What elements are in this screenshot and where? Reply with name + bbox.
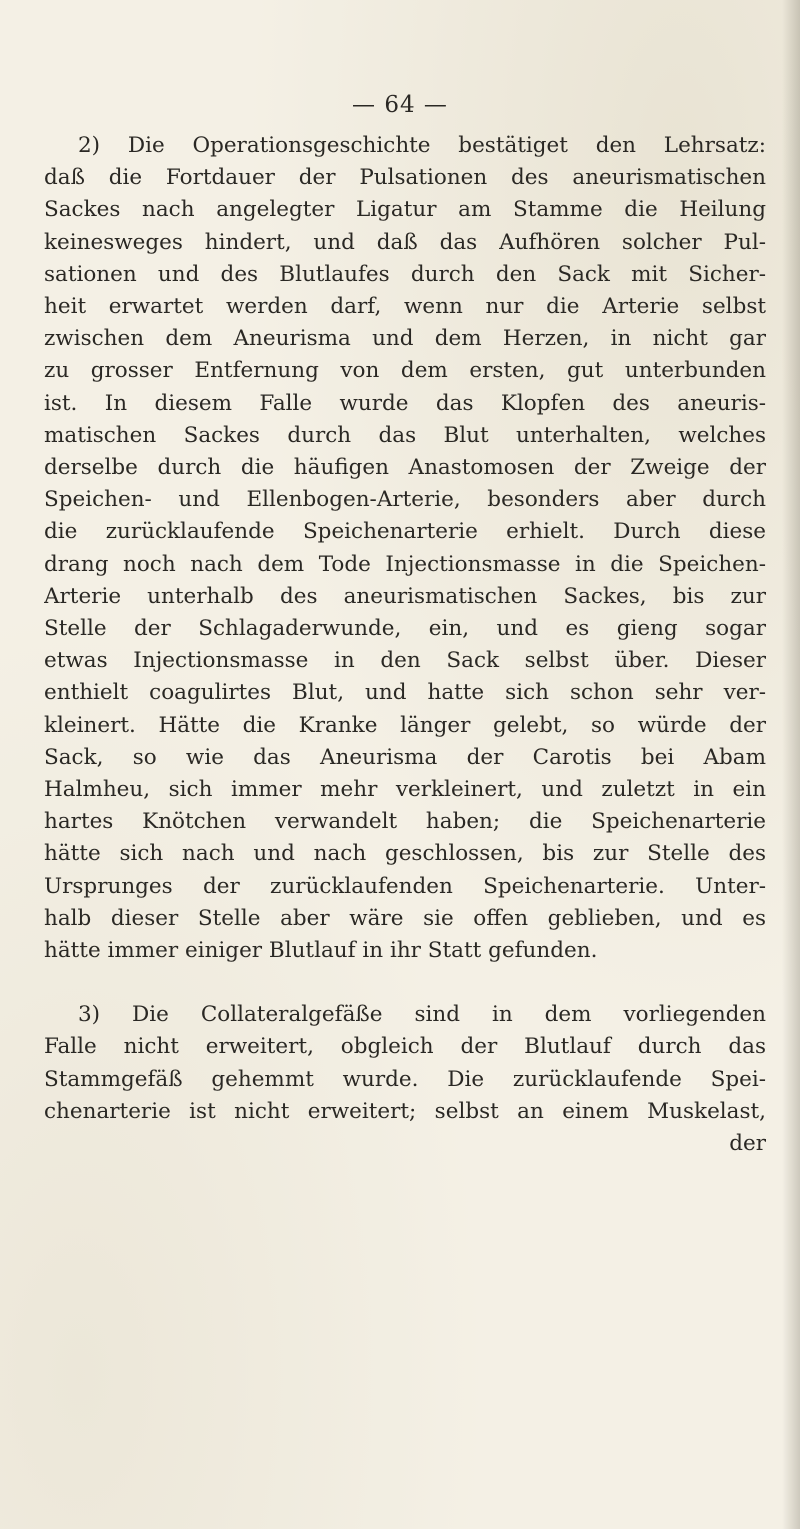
text-line: Ursprunges der zurücklaufenden Speichenarterie. Unter- — [44, 873, 766, 899]
text-line: Speichen- und Ellenbogen-Arterie, besonders aber durch — [44, 487, 766, 513]
text-line: heit erwartet werden darf, wenn nur die Arterie selbst — [44, 294, 766, 320]
paragraph-2 — [44, 130, 766, 967]
text-line: chenarterie ist nicht erweitert; selbst an einem Muskelast, — [44, 1098, 766, 1124]
text-line: Sack, so wie das Aneurisma der Carotis bei Abam — [44, 744, 766, 770]
text-line: kleinert. Hätte die Kranke länger gelebt, so würde der — [44, 712, 766, 738]
text-line: drang noch nach dem Tode Injectionsmasse in die Speichen- — [44, 551, 766, 577]
text-line: Arterie unterhalb des aneurismatischen Sackes, bis zur — [44, 583, 766, 609]
page-edge-shadow — [782, 0, 800, 1529]
text-line: hätte immer einiger Blutlauf in ihr Statt gefunden. — [44, 938, 598, 964]
text-line: halb dieser Stelle aber wäre sie offen geblieben, und es — [44, 905, 766, 931]
text-line: Stelle der Schlagaderwunde, ein, und es gieng sogar — [44, 616, 766, 642]
paragraph-spacer — [44, 967, 766, 999]
text-line: ist. In diesem Falle wurde das Klopfen des aneuris- — [44, 390, 766, 416]
text-line: Sackes nach angelegter Ligatur am Stamme die Heilung — [44, 197, 766, 223]
text-line: 2) Die Operationsgeschichte bestätiget den Lehrsatz: — [78, 133, 766, 158]
text-line: daß die Fortdauer der Pulsationen des aneurismatischen — [44, 165, 766, 191]
page-number: — 64 — — [352, 92, 448, 118]
text-line: hätte sich nach und nach geschlossen, bis zur Stelle des — [44, 841, 766, 867]
text-line: sationen und des Blutlaufes durch den Sack mit Sicher- — [44, 261, 766, 287]
text-line: Stammgefäß gehemmt wurde. Die zurücklaufende Spei- — [44, 1066, 766, 1092]
text-line: 3) Die Collateralgefäße sind in dem vorliegenden — [78, 1002, 766, 1028]
text-line: zu grosser Entfernung von dem ersten, gut unterbunden — [44, 358, 766, 384]
text-line: Falle nicht erweitert, obgleich der Blutlauf durch das — [44, 1034, 766, 1060]
text-line: enthielt coagulirtes Blut, und hatte sich schon sehr ver- — [44, 680, 766, 706]
text-line: hartes Knötchen verwandelt haben; die Speichenarterie — [44, 809, 766, 835]
text-line: derselbe durch die häufigen Anastomosen der Zweige der — [44, 455, 766, 481]
catchword: der — [729, 1131, 766, 1157]
text-line: keinesweges hindert, und daß das Aufhören solcher Pul- — [44, 229, 766, 255]
body-text — [44, 130, 766, 1160]
text-line: Halmheu, sich immer mehr verkleinert, und zuletzt in ein — [44, 777, 766, 803]
text-line: etwas Injectionsmasse in den Sack selbst über. Dieser — [44, 648, 766, 674]
paragraph-3 — [44, 999, 766, 1160]
text-line: matischen Sackes durch das Blut unterhalten, welches — [44, 422, 766, 448]
text-line: die zurücklaufende Speichenarterie erhielt. Durch diese — [44, 519, 766, 545]
text-line: zwischen dem Aneurisma und dem Herzen, in nicht gar — [44, 326, 766, 352]
